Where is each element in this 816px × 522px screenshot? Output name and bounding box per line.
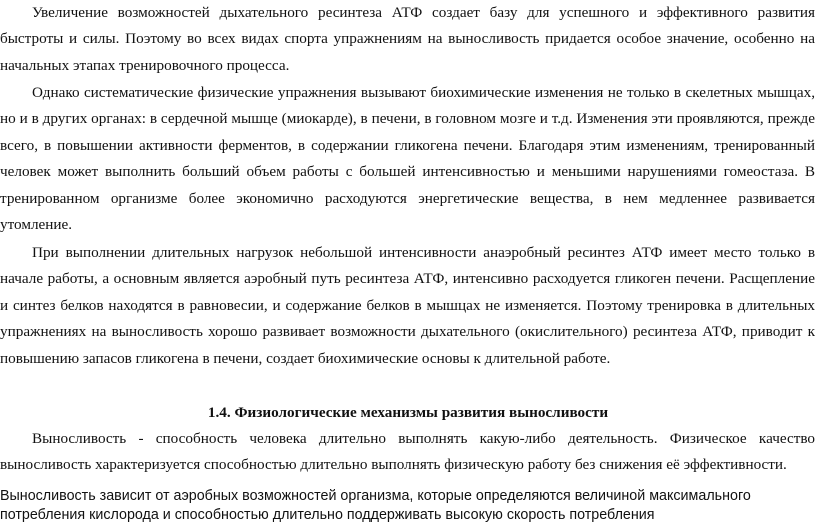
paragraph-aerobic-resynthesis: Увеличение возможностей дыхательного ресинтеза АТФ создает базу для успешного и эффективного развития быстроты и силы. Поэтому во всех видах спорта упражнениям на выносливость придается особое значение, особенно на начальных этапах тренировочного процесса. xyxy=(0,4,815,74)
paragraph-endurance-definition: Выносливость - способность человека длительно выполнять какую-либо деятельность. Физическое качество выносливость характеризуется способностью длительно выполнять физическую работу без снижения её эффективности. xyxy=(0,430,815,474)
paragraph-aerobic-capacity: Выносливость зависит от аэробных возможностей организма, которые определяются величиной максимального потребления кислорода и способностью длительно поддерживать высокую скорость потребления xyxy=(0,488,751,522)
paragraph-biochemical-changes: Однако систематические физические упражнения вызывают биохимические изменения не только в скелетных мышцах, но и в других органах: в сердечной мышце (миокарде), в печени, в головном мозге и т.д. Изменения эти проявляются, прежде всего, в повышении активности ферментов, в содержании гликогена печени. Благодаря этим изменениям, тренированный человек может выполнить больший объем работы с большей интенсивностью и меньшими нарушениями гомеостаза. В тренированном организме более экономично расходуются энергетические вещества, в нем медленнее развивается утомление. xyxy=(0,84,815,234)
section-heading: 1.4. Физиологические механизмы развития выносливости xyxy=(207,404,609,421)
paragraph-long-loads: При выполнении длительных нагрузок небольшой интенсивности анаэробный ресинтез АТФ имеет место только в начале работы, а основным является аэробный путь ресинтеза АТФ, интенсивно расходуется гликоген печени. Расщепление и синтез белков находятся в равновесии, и содержание белков в мышцах не изменяется. Поэтому тренировка в длительных упражнениях на выносливость хорошо развивает возможности дыхательного (окислительного) ресинтеза АТФ, приводит к повышению запасов гликогена в печени, создает биохимические основы к длительной работе. xyxy=(0,244,815,367)
